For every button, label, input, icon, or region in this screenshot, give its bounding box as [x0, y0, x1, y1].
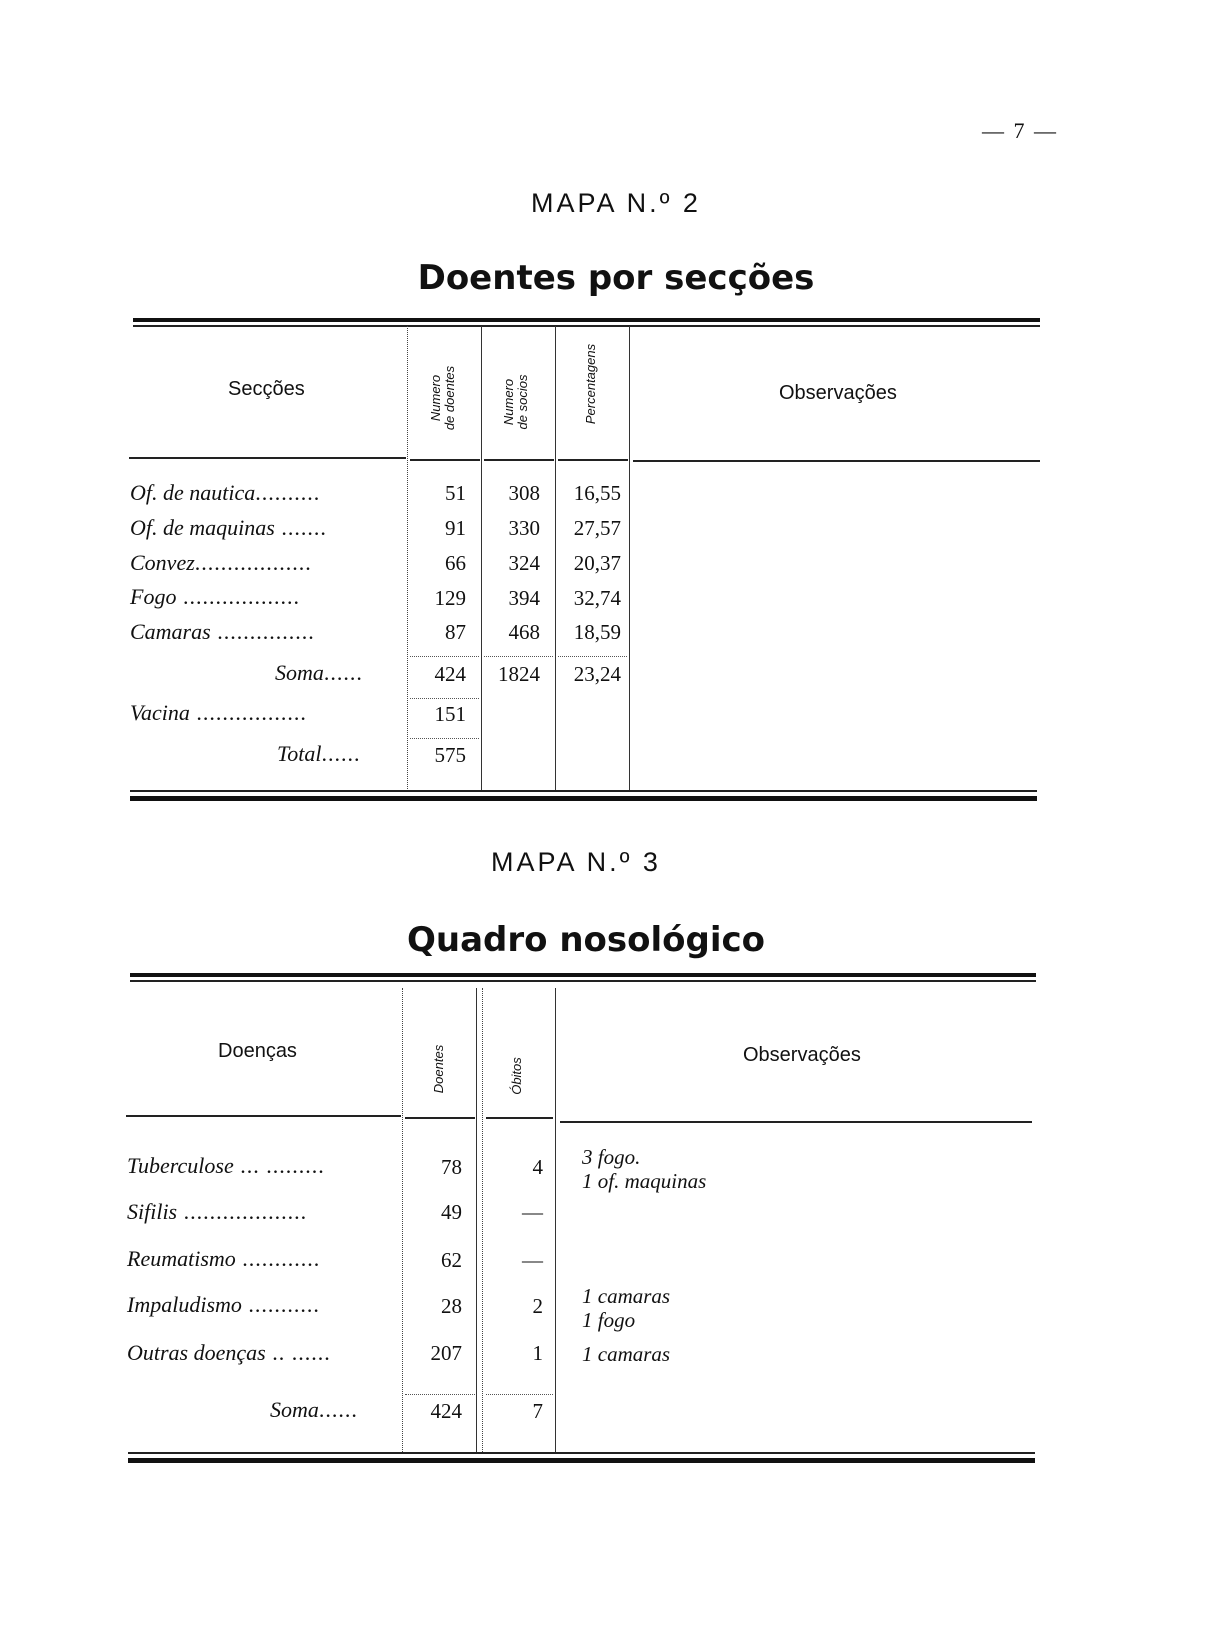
- map2-label: MAPA N.º 2: [531, 188, 701, 218]
- cell-obitos: —: [522, 1200, 543, 1224]
- cell-doentes: 91: [445, 516, 466, 540]
- map2-header-observacoes: Observações: [779, 382, 897, 404]
- map3-col-rule: [402, 988, 403, 1452]
- cell-obitos: 1: [532, 1341, 543, 1365]
- map2-header-rule: [558, 459, 628, 461]
- cell-doentes: 129: [434, 586, 466, 610]
- map2-top-rule-thin: [133, 325, 1040, 327]
- cell-observacoes: 1 camaras: [582, 1342, 671, 1366]
- row-label: Outras doenças .. ......: [127, 1340, 331, 1365]
- total-label: Total......: [277, 741, 361, 766]
- map3-header-rule: [405, 1117, 475, 1119]
- map2-col-rule: [629, 326, 630, 791]
- map3-top-rule-thin: [130, 980, 1036, 982]
- map2-bottom-rule-thin: [130, 790, 1037, 792]
- row-label: Sifilis ...................: [127, 1199, 308, 1224]
- cell-socios: 394: [508, 586, 540, 610]
- map2-header-rule: [129, 457, 406, 459]
- map3-title: Quadro nosológico: [406, 920, 766, 960]
- map3-header-obitos: Óbitos: [509, 1057, 524, 1095]
- row-label: Of. de maquinas .......: [130, 515, 327, 540]
- cell-doentes: 66: [445, 551, 466, 575]
- row-label: Convez..................: [130, 550, 312, 575]
- map2-header-seccoes: Secções: [228, 378, 305, 400]
- sum-rule: [484, 656, 553, 657]
- map2-col-rule: [555, 326, 556, 791]
- soma-obitos: 7: [532, 1399, 543, 1423]
- map2-col-rule: [481, 326, 482, 791]
- cell-percentagem: 16,55: [573, 481, 621, 505]
- row-label: Fogo ..................: [130, 584, 300, 609]
- cell-socios: 324: [508, 551, 540, 575]
- soma-socios: 1824: [498, 662, 540, 686]
- row-label: Reumatismo ............: [127, 1246, 321, 1271]
- map3-header-doencas: Doenças: [218, 1040, 297, 1062]
- map3-header-rule: [560, 1121, 1032, 1123]
- cell-observacoes: 1 camaras 1 fogo: [582, 1284, 671, 1332]
- cell-obitos: 2: [532, 1294, 543, 1318]
- cell-percentagem: 20,37: [573, 551, 621, 575]
- map3-col-rule: [482, 988, 483, 1452]
- cell-doentes: 87: [445, 620, 466, 644]
- sum-rule: [558, 656, 627, 657]
- map3-header-rule: [486, 1117, 553, 1119]
- soma-doentes: 424: [434, 662, 466, 686]
- cell-percentagem: 18,59: [573, 620, 621, 644]
- soma-doentes: 424: [430, 1399, 462, 1423]
- map2-header-numero-socios: Numero de socios: [501, 374, 530, 430]
- soma-label: Soma......: [270, 1397, 358, 1422]
- map2-header-percentagens: Percentagens: [583, 343, 598, 425]
- cell-socios: 308: [508, 481, 540, 505]
- soma-percentagem: 23,24: [573, 662, 621, 686]
- row-label: Tuberculose ... .........: [127, 1153, 325, 1178]
- cell-observacoes: 3 fogo. 1 of. maquinas: [582, 1145, 707, 1193]
- map3-top-rule: [130, 973, 1036, 977]
- sum-rule: [410, 656, 479, 657]
- cell-doentes: 51: [445, 481, 466, 505]
- map3-header-doentes: Doentes: [431, 1044, 446, 1094]
- map3-header-rule: [126, 1115, 401, 1117]
- map2-title: Doentes por secções: [417, 258, 815, 298]
- total-doentes: 575: [434, 743, 466, 767]
- sum-rule: [405, 1394, 475, 1395]
- map2-top-rule: [133, 318, 1040, 322]
- cell-socios: 330: [508, 516, 540, 540]
- cell-doentes: 207: [430, 1341, 462, 1365]
- cell-percentagem: 32,74: [573, 586, 621, 610]
- cell-doentes: 62: [441, 1248, 462, 1272]
- map3-col-rule: [555, 988, 556, 1452]
- map2-header-rule: [484, 459, 554, 461]
- cell-obitos: —: [522, 1248, 543, 1272]
- sum-rule: [410, 698, 479, 699]
- map3-bottom-rule: [128, 1458, 1035, 1463]
- vacina-doentes: 151: [434, 702, 466, 726]
- map2-header-numero-doentes: Numero de doentes: [428, 365, 457, 431]
- cell-obitos: 4: [532, 1155, 543, 1179]
- page-number: — 7 —: [982, 118, 1058, 143]
- map3-col-rule: [476, 988, 477, 1452]
- map2-header-rule: [410, 459, 480, 461]
- row-label: Camaras ...............: [130, 619, 315, 644]
- soma-label: Soma......: [275, 660, 363, 685]
- sum-rule: [486, 1394, 553, 1395]
- cell-socios: 468: [508, 620, 540, 644]
- vacina-label: Vacina .................: [130, 700, 307, 725]
- map3-header-observacoes: Observações: [743, 1044, 861, 1066]
- map2-header-rule: [633, 460, 1040, 462]
- row-label: Impaludismo ...........: [127, 1292, 320, 1317]
- cell-doentes: 49: [441, 1200, 462, 1224]
- cell-doentes: 78: [441, 1155, 462, 1179]
- map2-bottom-rule: [130, 796, 1037, 801]
- map2-col-rule: [407, 326, 408, 791]
- cell-doentes: 28: [441, 1294, 462, 1318]
- map3-label: MAPA N.º 3: [491, 847, 661, 877]
- sum-rule: [410, 738, 479, 739]
- map3-bottom-rule-thin: [128, 1452, 1035, 1454]
- cell-percentagem: 27,57: [573, 516, 621, 540]
- row-label: Of. de nautica..........: [130, 480, 321, 505]
